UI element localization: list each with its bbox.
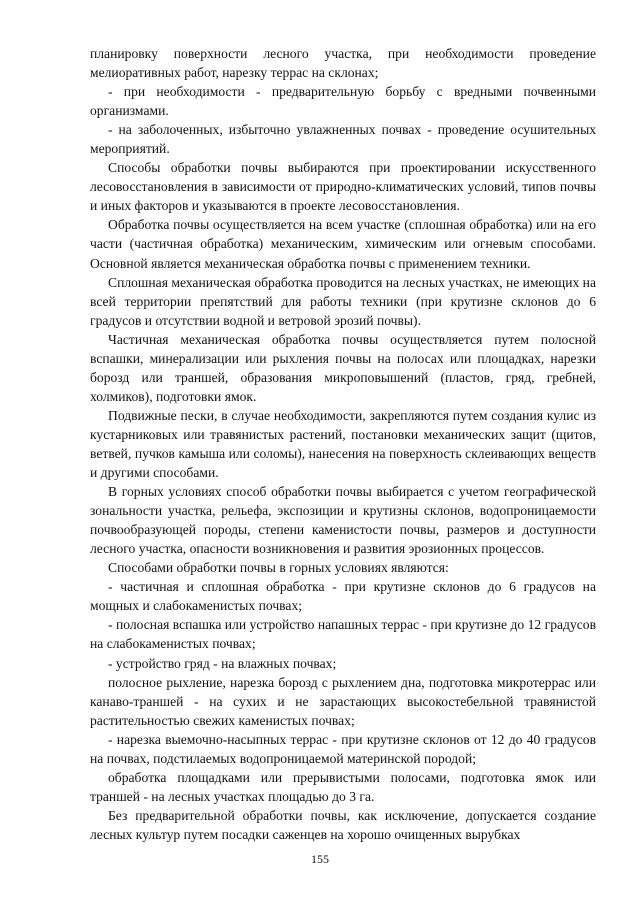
paragraph-4: Способы обработки почвы выбираются при проектировании искусственного лесовосстановления в зависимости от природно-климатических условий, типов почвы и иных факторов и указываются в проекте лесовосстановления. [90, 160, 596, 214]
page-number: 155 [311, 852, 329, 866]
paragraph-8: Подвижные пески, в случае необходимости, закрепляются путем создания кулис из кустарниковых или травянистых растений, постановки механических защит (щитов, ветвей, пучков камыша или соломы), нанесения на поверхность склеивающих веществ и другими способами. [90, 407, 596, 481]
paragraph-16: обработка площадками или прерывистыми полосами, подготовка ямок или траншей - на лесных участках площадью до 3 га. [90, 769, 596, 804]
paragraph-5: Обработка почвы осуществляется на всем участке (сплошная обработка) или на его части (частичная обработка) механическим, химическим или огневым способами. Основной является механическая обработка почвы с применением техники. [90, 217, 596, 271]
paragraph-11: - частичная и сплошная обработка - при крутизне склонов до 6 градусов на мощных и слабокаменистых почвах; [90, 579, 596, 614]
paragraph-2: - при необходимости - предварительную борьбу с вредными почвенными организмами. [90, 84, 596, 119]
paragraph-6: Сплошная механическая обработка проводится на лесных участках, не имеющих на всей территории препятствий для работы техники (при крутизне склонов до 6 градусов и отсутствии водной и ветровой эрозий почвы). [90, 274, 596, 328]
paragraph-1: планировку поверхности лесного участка, при необходимости проведение мелиоративных работ, нарезку террас на склонах; [90, 46, 596, 81]
page-body [90, 44, 596, 844]
paragraph-10: Способами обработки почвы в горных условиях являются: [108, 560, 449, 576]
paragraph-15: - нарезка выемочно-насыпных террас - при крутизне склонов от 12 до 40 градусов на почвах, подстилаемых водопроницаемой материнской породой; [90, 731, 596, 766]
paragraph-3: - на заболоченных, избыточно увлажненных почвах - проведение осушительных мероприятий. [90, 122, 596, 157]
paragraph-7: Частичная механическая обработка почвы осуществляется путем полосной вспашки, минерализации или рыхления почвы на полосах или площадках, нарезки борозд или траншей, образования микроповышений (пластов, гряд, гребней, холмиков), подготовки ямок. [90, 331, 596, 404]
paragraph-13: - устройство гряд - на влажных почвах; [108, 655, 337, 671]
paragraph-12: - полосная вспашка или устройство напашных террас - при крутизне до 12 градусов на слабокаменистых почвах; [90, 617, 596, 652]
paragraph-17: Без предварительной обработки почвы, как исключение, допускается создание лесных культур путем посадки саженцев на хорошо очищенных вырубках [90, 807, 596, 842]
paragraph-14: полосное рыхление, нарезка борозд с рыхлением дна, подготовка микротеррас или канаво-траншей - на сухих и не зарастающих высокостебельной травянистой растительностью свежих каменистых почвах; [90, 674, 596, 728]
paragraph-9: В горных условиях способ обработки почвы выбирается с учетом географической зональности участка, рельефа, экспозиции и крутизны склонов, водопроницаемости почвообразующей породы, степени каменистости почвы, размеров и доступности лесного участка, опасности возникновения и развития эрозионных процессов. [90, 484, 596, 557]
